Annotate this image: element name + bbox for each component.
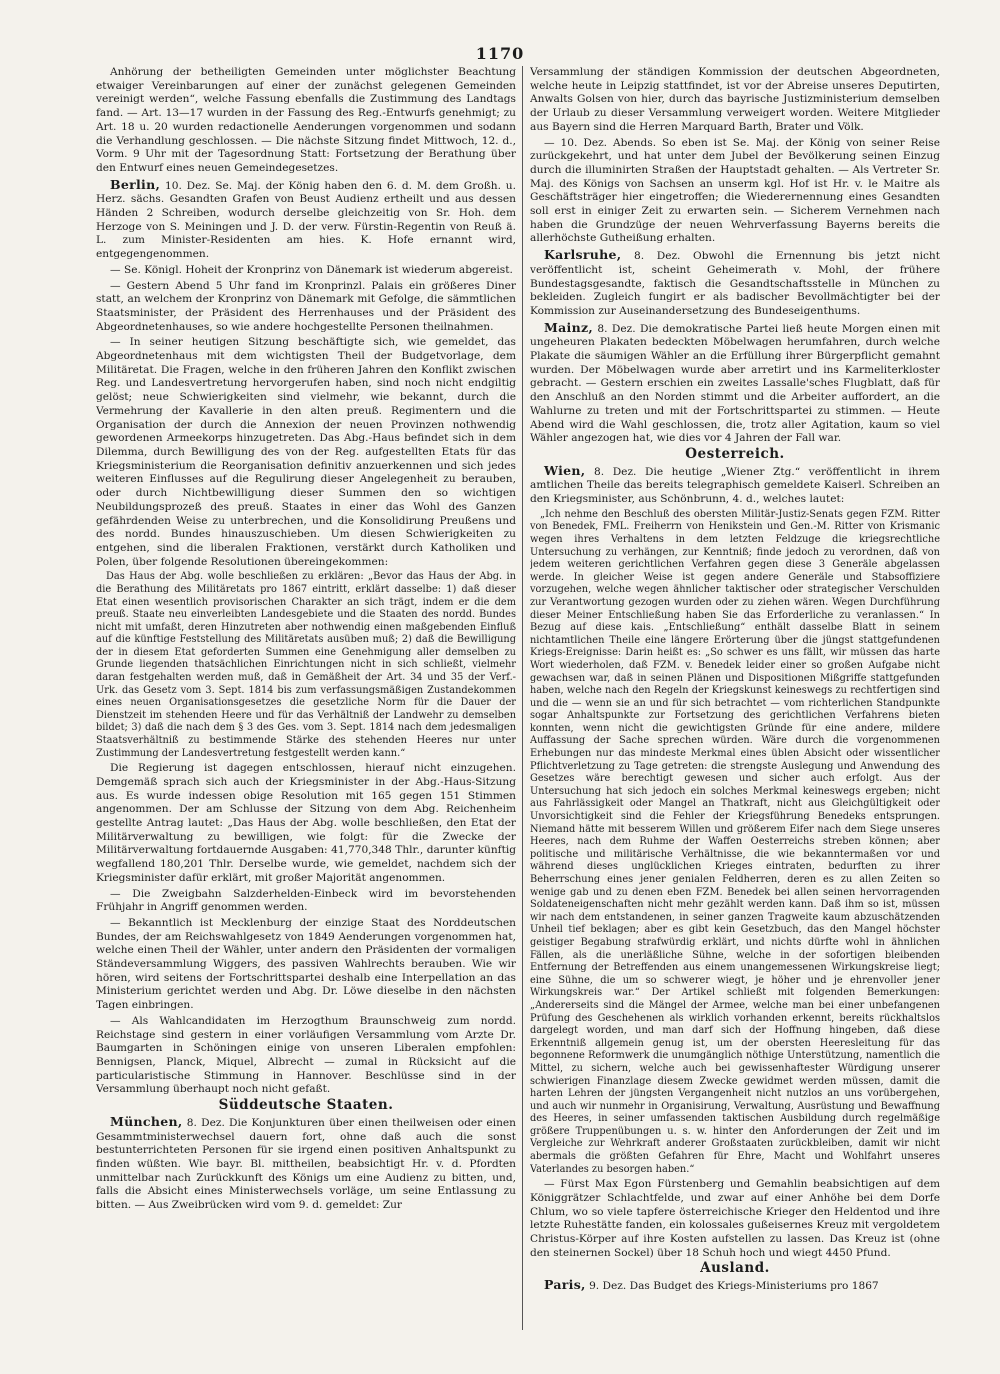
berlin-paragraph: Die Regierung ist dagegen entschlossen, hierauf nicht einzugehen. Demgemäß sprach sich auch der Kriegsminister in der Abg.-Haus-Sitzung aus. Es wurde indessen obige Resolution mit 165 gegen 151 Stimmen angenommen. Der am Schlusse der Sitzung von dem Abg. Reichenheim gestellte Antrag lautet: „Das Haus der Abg. wolle beschließen, den Etat der Militärverwaltung zu bewilligen, wie folgt: für die Zwecke der Militärverwaltung fortdauernde Ausgaben: 41,770,348 Thlr., darunter künftig wegfallend 180,201 Thlr. Derselbe wurde, wie gemeldet, nachdem sich der Kriegsminister dafür erklärt, mit großer Majorität angenommen. bbox=[96, 762, 516, 884]
section-heading-sueddeutsche: Süddeutsche Staaten. bbox=[218, 1097, 394, 1114]
karlsruhe-paragraph: Karlsruhe, 8. Dez. Obwohl die Ernennung bis jetzt nicht veröffentlicht ist, scheint Geheimerath v. Mohl, der frühere Bundestagsgesandte, faktisch die Gesandtschaftsstelle in München zu bekleiden. Zugleich fungirt er als badischer Bevollmächtigter bei der Kommission zur Auseinandersetzung des Bundeseigenthums. bbox=[530, 247, 940, 317]
dateline-mainz: Mainz, bbox=[544, 319, 594, 335]
dateline-paris: Paris, bbox=[544, 1277, 586, 1293]
resolution-quote: Das Haus der Abg. wolle beschließen zu erklären: „Bevor das Haus der Abg. in die Berathung des Militäretats pro 1867 eintritt, erklärt dasselbe: 1) daß dieser Etat einen wesentlich provisorischen Charakter an sich trägt, indem er die dem preuß. Staate neu einverleibten Landesgebiete und die Staaten des nordd. Bundes nicht mit umfaßt, deren Hinzutreten aber nothwendig einen maßgebenden Einfluß auf die künftige Feststellung des Militäretats ausüben muß; 2) daß die Bewilligung der in diesem Etat geforderten Summen eine Genehmigung aller demselben zu Grunde liegenden thatsächlichen Einrichtungen nicht in sich schließt, vielmehr daran festgehalten werden muß, daß in Gemäßheit der Art. 34 und 35 der Verf.-Urk. das Gesetz vom 3. Sept. 1814 bis zum verfassungsmäßigen Zustandekommen eines neuen Organisationsgesetzes die gesetzliche Norm für die Dauer der Dienstzeit im stehenden Heere und für das Verhältniß der Landwehr zu demselben bildet; 3) daß die nach dem § 3 des Ges. vom 3. Sept. 1814 nach dem jedesmaligen Staatsverhältniß zu bestimmende Stärke des stehenden Heeres nur unter Zustimmung der Landesvertretung festgestellt werden kann.“ bbox=[96, 571, 516, 759]
left-column bbox=[96, 66, 516, 1326]
wien-paragraph: — Fürst Max Egon Fürstenberg und Gemahlin beabsichtigen auf dem Königgrätzer Schlachtfelde, und zwar auf einer Anhöhe bei dem Dorfe Chlum, wo so viele tapfere österreichische Krieger den Heldentod und ihre letzte Ruhestätte fanden, ein kolossales gußeisernes Kreuz mit vergoldetem Christus-Körper auf ihre Kosten aufstellen zu lassen. Das Kreuz ist (ohne den steinernen Sockel) über 18 Schuh hoch und wiegt 4450 Pfund. bbox=[530, 1178, 940, 1259]
right-column bbox=[530, 66, 940, 1326]
berlin-paragraph: — In seiner heutigen Sitzung beschäftigte sich, wie gemeldet, das Abgeordnetenhaus mit dem wichtigsten Theil der Budgetvorlage, dem Militäretat. Die Fragen, welche in den früheren Jahren den Konflikt zwischen Reg. und Landesvertretung hervorgerufen haben, sind noch nicht endgiltig gelöst; neue Schwierigkeiten sind vielmehr, wie bekannt, durch die Vermehrung der Kavallerie in den alten preuß. Regimentern und die Organisation der durch die Annexion der neuen Provinzen nothwendig gewordenen Armeekorps hinzugetreten. Das Abg.-Haus befindet sich in dem Dilemma, durch Bewilligung des von der Reg. aufgestellten Etats für das Kriegsministerium die Reorganisation definitiv anzuerkennen und sich jedes weiteren Einflusses auf die Regulirung dieser Angelegenheit zu berauben, oder durch Nichtbewilligung dieser Summen den so wichtigen Neubildungsprozeß des preuß. Staates in einer das Wohl des Ganzen gefährdenden Weise zu unterbrechen, und die Konsolidirung Preußens und des nordd. Bundes hinauszuschieben. Um diesen Schwierigkeiten zu entgehen, sind die liberalen Fraktionen, verstärkt durch Katholiken und Polen, über folgende Resolutionen übereingekommen: bbox=[96, 336, 516, 568]
section-heading-ausland: Ausland. bbox=[700, 1260, 770, 1277]
muenchen-paragraph: — 10. Dez. Abends. So eben ist Se. Maj. der König von seiner Reise zurückgekehrt, und hat unter dem Jubel der Bevölkerung seinen Einzug durch die illuminirten Straßen der Hauptstadt gehalten. — Als Vertreter Sr. Maj. des Königs von Sachsen an unserm kgl. Hof ist Hr. v. le Maitre als Geschäftsträger hier eingetroffen; die Wiederernennung eines Gesandten soll erst in einiger Zeit zu erwarten sein. — Sicherem Vernehmen nach haben die Grundzüge der neuen Wehrverfassung Bayerns bereits die allerhöchste Gutheißung erhalten. bbox=[530, 136, 940, 245]
paris-paragraph: Paris, 9. Dez. Das Budget des Kriegs-Ministeriums pro 1867 bbox=[544, 1277, 879, 1293]
page-number: 1170 bbox=[475, 44, 525, 63]
dateline-wien: Wien, bbox=[544, 462, 586, 478]
dateline-berlin: Berlin, bbox=[110, 176, 161, 192]
wien-paragraph: Wien, 8. Dez. Die heutige „Wiener Ztg.“ veröffentlicht in ihrem amtlichen Theile das bereits telegraphisch gemeldete Kaiserl. Schreiben an den Kriegsminister, aus Schönbrunn, 4. d., welches lautet: bbox=[530, 462, 940, 506]
muenchen-paragraph: München, 8. Dez. Die Konjunkturen über einen theilweisen oder einen Gesammtministerwechsel dauern fort, ohne daß auch die sonst bestunterrichteten Personen für sie irgend einen positiven Anhaltspunkt zu finden wüßten. Wie bayr. Bl. mittheilen, beabsichtigt Hr. v. d. Pfordten unmittelbar nach Zurückkunft des Königs um eine Audienz zu bitten, und, falls die Absicht eines Ministerwechsels vorläge, um seine Entlassung zu bitten. — Aus Zweibrücken wird vom 9. d. gemeldet: Zur bbox=[96, 1113, 516, 1212]
berlin-paragraph: — Die Zweigbahn Salzderhelden-Einbeck wird im bevorstehenden Frühjahr in Angriff genommen werden. bbox=[96, 887, 516, 914]
mainz-paragraph: Mainz, 8. Dez. Die demokratische Partei ließ heute Morgen einen mit ungeheuren Plakaten bedeckten Möbelwagen herumfahren, durch welche Plakate die säumigen Wähler an die Erfüllung ihrer Bürgerpflicht gemahnt wurden. Der Möbelwagen wurde aber arretirt und ins Karmeliterkloster gebracht. — Gestern erschien ein zweites Lassalle'sches Flugblatt, daß für den Anschluß an den Norden stimmt und die Arbeiter auffordert, an die Wahlurne zu treten und mit der Fortschrittspartei zu stimmen. — Heute Abend wird die Wahl geschlossen, die, trotz aller Agitation, kaum so viel Wähler angezogen hat, wie dies vor 4 Jahren der Fall war. bbox=[530, 319, 940, 445]
berlin-paragraph: — Gestern Abend 5 Uhr fand im Kronprinzl. Palais ein größeres Diner statt, an welchem der Kronprinz von Dänemark mit Gefolge, die sämmtlichen Staatsminister, der Präsident des Herrenhauses und der Präsident des Abgeordnetenhauses, so wie andere hochgestellte Personen theilnahmen. bbox=[96, 279, 516, 333]
dateline-karlsruhe: Karlsruhe, bbox=[544, 247, 622, 263]
wien-quote: „Ich nehme den Beschluß des obersten Militär-Justiz-Senats gegen FZM. Ritter von Benedek, FML. Freiherrn von Henikstein und Gen.-M. Ritter von Krismanic wegen ihres Verhaltens in dem letzten Feldzuge die kriegsrechtliche Untersuchung zu verhängen, zur Kenntniß; finde jedoch zu verordnen, daß von jedem weiteren gerichtlichen Verfahren gegen diese 3 Generäle abgelassen werde. In gleicher Weise ist gegen andere Generäle und Stabsoffiziere vorzugehen, welche wegen ähnlicher taktischer oder strategischer Verschulden zur Verantwortung gezogen wurden oder zu ziehen wären. Wegen Durchführung dieser Meiner Entschließung haben Sie das Erforderliche zu veranlassen.“ In Bezug auf diese kais. „Entschließung“ enthält dasselbe Blatt in seinem nichtamtlichen Theile eine längere Erörterung über die jüngst stattgefundenen Kriegs-Ereignisse: Darin heißt es: „So schwer es uns fällt, wir müssen das harte Wort wiederholen, daß FZM. v. Benedek leider einer so großen Aufgabe nicht gewachsen war, daß in seinen Plänen und Dispositionen Mißgriffe stattgefunden haben, welche nach den Regeln der Kriegskunst keineswegs zu rechtfertigen sind und die — wenn sie an und für sich betrachtet — vom richterlichen Standpunkte sogar Anhaltspunkte zur Fortsetzung des gerichtlichen Verfahrens bieten konnten, wenn nicht die gewichtigsten Gründe für eine andere, mildere Auffassung der Sache sprechen würden. Wäre durch die vorgenommenen Erhebungen nur das mindeste Merkmal eines üblen Absicht oder wissentlicher Pflichtverletzung zu Tage getreten: die strengste Auslegung und Anwendung des Gesetzes wäre berechtigt gewesen und sicher auch erfolgt. Aus der Untersuchung hat sich jedoch ein solches Merkmal keineswegs ergeben; nicht aus Fahrlässigkeit oder Mangel an Thatkraft, nicht aus Gleichgültigkeit oder Unvorsichtigkeit sind die Fehler der Kriegsführung Benedeks entsprungen. Niemand hätte mit besserem Willen und größerem Eifer nach dem Siege unseres Heeres, nach dem Ruhme der Waffen Oesterreichs streben können; aber politische und militärische Verhältnisse, die wie bekanntermaßen vor und während dieses unglücklichen Krieges eintraten, bedurften zu ihrer Beherrschung eines jener genialen Feldherren, deren es zu allen Zeiten so wenige gab und zu denen eben FZM. Benedek bei allen seinen hervorragenden Soldateneigenschaften nicht mehr gezählt werden kann. Daß ihm so ist, müssen wir nach dem entstandenen, in seiner ganzen Tragweite kaum abzuschätzenden Unheil tief beklagen; aber es gibt kein Gesetzbuch, das den Mangel höchster geistiger Begabung strafwürdig erklärt, und nichts dürfte wohl in ähnlichen Fällen, als die unerläßliche Sühne, welche in der sofortigen bleibenden Entfernung der Betreffenden aus einem unangemessenen Wirkungskreise liegt; eine Sühne, die um so schwerer wiegt, je höher und je ehrenvoller jener Wirkungskreis war.“ Der Artikel schließt mit folgenden Bemerkungen: „Andererseits sind die Mängel der Armee, welche man bei einer unbefangenen Prüfung des Geschehenen als wirklich vorhanden erkennt, bereits rückhaltslos dargelegt worden, und man darf sich der Hoffnung hingeben, daß diese Erkenntniß allgemein genug ist, um der obersten Heeresleitung für das begonnene Reformwerk die unumgänglich nöthige Unterstützung, namentlich die Mittel, zu sichern, welche auch bei gewissenhaftester Würdigung unserer schwierigen Finanzlage diesem Zwecke gewidmet werden müssen, damit die harten Lehren der jüngsten Vergangenheit nicht nutzlos an uns vorübergehen, und auch wir nunmehr in Organisirung, Verwaltung, Ausrüstung und Bewaffnung des Heeres, in seiner umfassenden taktischen Ausbildung durch regelmäßige größere Truppenübungen u. s. w. hinter den Anforderungen der Zeit und im Vergleiche zur Wehrkraft anderer Großstaaten zurückbleiben, damit wir nicht abermals die größten Gefahren für Ehre, Macht und Wohlfahrt unseres Vaterlandes zu besorgen haben.“ bbox=[530, 508, 940, 1175]
intro-paragraph: Anhörung der betheiligten Gemeinden unter möglichster Beachtung etwaiger Vereinbarungen auf einer der zunächst gelegenen Gemeinden vereinigt werden“, welche Fassung ebenfalls die Zustimmung des Landtags fand. — Art. 13—17 wurden in der Fassung des Reg.-Entwurfs genehmigt; zu Art. 18 u. 20 wurden redactionelle Aenderungen vorgenommen und sodann die Verhandlung geschlossen. — Die nächste Sitzung findet Mittwoch, 12. d., Vorm. 9 Uhr mit der Tagesordnung Statt: Fortsetzung der Berathung über den Entwurf eines neuen Gemeindegesetzes. bbox=[96, 66, 516, 174]
section-heading-oesterreich: Oesterreich. bbox=[685, 445, 785, 462]
berlin-paragraph: — Se. Königl. Hoheit der Kronprinz von Dänemark ist wiederum abgereist. bbox=[110, 263, 513, 276]
muenchen-continued: Versammlung der ständigen Kommission der deutschen Abgeordneten, welche heute in Leipzig stattfindet, ist vor der Abreise unseres Deputirten, Anwalts Golsen von hier, durch das bayrische Justizministerium demselben der Urlaub zu dieser Versammlung verweigert worden. Weitere Mitglieder aus Bayern sind die Herren Marquard Barth, Brater und Völk. bbox=[530, 66, 940, 133]
dateline-muenchen: München, bbox=[110, 1113, 183, 1129]
berlin-paragraph: Berlin, 10. Dez. Se. Maj. der König haben den 6. d. M. dem Großh. u. Herz. sächs. Gesandten Grafen von Beust Audienz ertheilt und aus dessen Händen 2 Schreiben, wodurch derselbe gleichzeitig von Sr. Hoh. dem Herzoge von S. Meiningen und J. D. der verw. Fürstin-Regentin von Reuß ä. L. zum Minister-Residenten am hies. K. Hofe ernannt wird, entgegengenommen. bbox=[96, 176, 516, 261]
berlin-paragraph: — Bekanntlich ist Mecklenburg der einzige Staat des Norddeutschen Bundes, der am Reichswahlgesetz von 1849 Aenderungen vorgenommen hat, welche einen Theil der Wähler, unter andern den Präsidenten der vormaligen Ständeversammlung Wiggers, des passiven Wahlrechts berauben. Wie wir hören, wird seitens der Fortschrittspartei deshalb eine Interpellation an das Ministerium gerichtet werden und Abg. Dr. Löwe dieselbe in den nächsten Tagen einbringen. bbox=[96, 916, 516, 1012]
column-divider bbox=[522, 66, 523, 1330]
berlin-paragraph: — Als Wahlcandidaten im Herzogthum Braunschweig zum nordd. Reichstage sind gestern in einer vorläufigen Versammlung vom Arzte Dr. Baumgarten in Schöningen einige von unseren Liberalen empfohlen: Bennigsen, Planck, Miquel, Albrecht — zumal in Rücksicht auf die particularistische Stimmung in Hannover. Beschlüsse sind in der Versammlung überhaupt noch nicht gefaßt. bbox=[96, 1014, 516, 1096]
